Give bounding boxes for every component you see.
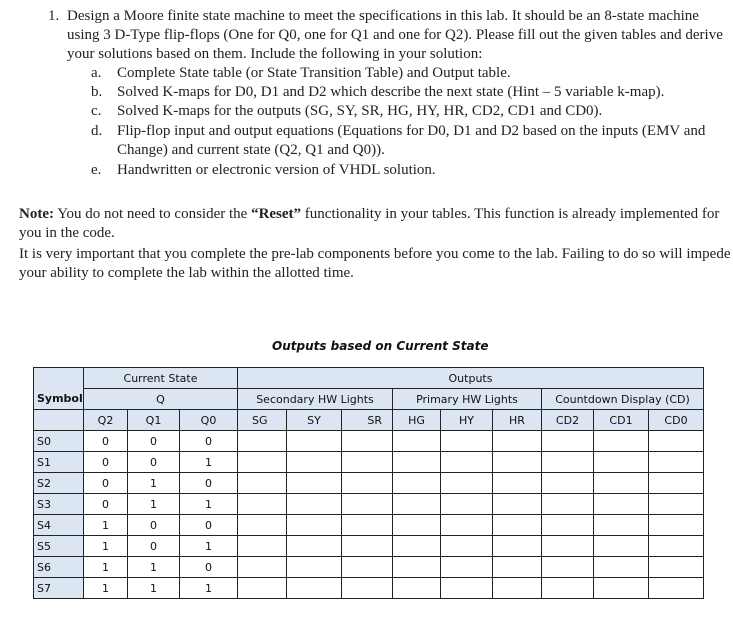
state-symbol-cell: S3	[34, 494, 84, 515]
sub-item-text: Solved K-maps for D0, D1 and D2 which describe the next state (Hint – 5 variable k-map).	[117, 84, 665, 100]
output-cell[interactable]	[493, 494, 542, 515]
output-cell[interactable]	[287, 452, 342, 473]
output-cell[interactable]	[238, 494, 287, 515]
item-number: 1.	[48, 8, 60, 24]
important-paragraph: It is very important that you complete the pre-lab components before you come to the lab. Failing to do so will impede your ability to complete the lab within the allotted time.	[19, 246, 731, 281]
q0-cell: 0	[180, 515, 238, 536]
col-header: CD1	[594, 410, 649, 431]
output-cell[interactable]	[287, 536, 342, 557]
col-header: HY	[441, 410, 493, 431]
output-cell[interactable]	[594, 494, 649, 515]
q0-cell: 1	[180, 578, 238, 599]
state-symbol-cell: S5	[34, 536, 84, 557]
output-cell[interactable]	[441, 473, 493, 494]
output-cell[interactable]	[493, 557, 542, 578]
q1-cell: 0	[128, 515, 180, 536]
secondary-lights-header: Secondary HW Lights	[238, 389, 393, 410]
output-cell[interactable]	[287, 473, 342, 494]
column-header-row	[34, 410, 704, 431]
output-cell[interactable]	[493, 431, 542, 452]
q1-cell: 1	[128, 473, 180, 494]
header-row-2	[34, 389, 704, 410]
output-cell[interactable]	[238, 431, 287, 452]
output-cell[interactable]	[649, 431, 704, 452]
col-header: HR	[493, 410, 542, 431]
output-cell[interactable]	[594, 578, 649, 599]
output-cell[interactable]	[649, 473, 704, 494]
output-cell[interactable]	[238, 536, 287, 557]
output-cell[interactable]	[594, 452, 649, 473]
sub-item-label: a.	[91, 65, 102, 81]
col-header: SR	[342, 410, 393, 431]
q2-cell: 1	[84, 578, 128, 599]
output-cell[interactable]	[493, 473, 542, 494]
output-cell[interactable]	[594, 515, 649, 536]
state-row	[34, 431, 704, 452]
header-row-1	[34, 368, 704, 389]
q1-cell: 1	[128, 557, 180, 578]
output-cell[interactable]	[393, 557, 441, 578]
symbol-header-top	[34, 368, 84, 389]
q2-cell: 1	[84, 515, 128, 536]
output-cell[interactable]	[594, 557, 649, 578]
col-header: CD0	[649, 410, 704, 431]
state-symbol-cell: S2	[34, 473, 84, 494]
state-symbol-cell: S4	[34, 515, 84, 536]
q2-cell: 1	[84, 557, 128, 578]
output-cell[interactable]	[393, 536, 441, 557]
instructions-intro: Design a Moore finite state machine to meet the specifications in this lab. It should be an 8-state machine using 3 D-Type flip-flops (One for Q0, one for Q1 and one for Q2). Please fill out the given tables and derive your solutions based on them. Include the following in your solution:	[67, 8, 723, 62]
col-header: CD2	[542, 410, 594, 431]
q2-cell: 0	[84, 431, 128, 452]
blank-header-cell	[34, 410, 84, 431]
q1-cell: 0	[128, 431, 180, 452]
state-output-table	[33, 367, 704, 599]
output-cell[interactable]	[342, 578, 393, 599]
state-row	[34, 536, 704, 557]
output-cell[interactable]	[393, 578, 441, 599]
outputs-header: Outputs	[238, 368, 704, 389]
output-cell[interactable]	[342, 536, 393, 557]
sub-item-label: c.	[91, 103, 102, 119]
output-cell[interactable]	[649, 578, 704, 599]
state-symbol-cell: S0	[34, 431, 84, 452]
output-cell[interactable]	[238, 557, 287, 578]
q-header: Q	[84, 389, 238, 410]
output-cell[interactable]	[542, 431, 594, 452]
output-cell[interactable]	[393, 494, 441, 515]
output-cell[interactable]	[493, 578, 542, 599]
state-row	[34, 557, 704, 578]
output-cell[interactable]	[441, 494, 493, 515]
state-symbol-cell: S6	[34, 557, 84, 578]
output-cell[interactable]	[238, 578, 287, 599]
col-header: HG	[393, 410, 441, 431]
output-cell[interactable]	[649, 536, 704, 557]
sub-item-label: e.	[91, 162, 102, 178]
q2-cell: 0	[84, 473, 128, 494]
note-paragraph	[19, 205, 731, 243]
q0-cell: 0	[180, 557, 238, 578]
state-symbol-cell: S1	[34, 452, 84, 473]
note-label: Note:	[19, 206, 54, 222]
q1-cell: 1	[128, 494, 180, 515]
q0-cell: 1	[180, 494, 238, 515]
output-cell[interactable]	[393, 473, 441, 494]
state-row	[34, 473, 704, 494]
output-cell[interactable]	[542, 515, 594, 536]
output-cell[interactable]	[342, 452, 393, 473]
output-cell[interactable]	[649, 452, 704, 473]
output-cell[interactable]	[342, 494, 393, 515]
output-cell[interactable]	[594, 536, 649, 557]
output-cell[interactable]	[393, 431, 441, 452]
state-row	[34, 494, 704, 515]
output-cell[interactable]	[238, 515, 287, 536]
q1-cell: 0	[128, 452, 180, 473]
output-cell[interactable]	[342, 515, 393, 536]
symbol-header: Symbol	[34, 389, 84, 410]
output-cell[interactable]	[441, 557, 493, 578]
output-cell[interactable]	[287, 494, 342, 515]
output-cell[interactable]	[287, 431, 342, 452]
note-emphasis: “Reset”	[251, 206, 302, 222]
output-cell[interactable]	[594, 473, 649, 494]
sub-item-label: d.	[91, 123, 103, 139]
q2-cell: 1	[84, 536, 128, 557]
output-cell[interactable]	[542, 473, 594, 494]
sub-item-text: Handwritten or electronic version of VHDL solution.	[117, 162, 436, 178]
state-rows	[34, 431, 704, 599]
output-cell[interactable]	[287, 578, 342, 599]
output-cell[interactable]	[441, 431, 493, 452]
output-cell[interactable]	[393, 452, 441, 473]
output-cell[interactable]	[542, 557, 594, 578]
sub-item-text: Complete State table (or State Transition Table) and Output table.	[117, 65, 511, 81]
output-cell[interactable]	[493, 515, 542, 536]
col-header: Q2	[84, 410, 128, 431]
q1-cell: 1	[128, 578, 180, 599]
sub-item-label: b.	[91, 84, 103, 100]
q1-cell: 0	[128, 536, 180, 557]
output-cell[interactable]	[238, 452, 287, 473]
col-header: SG	[238, 410, 287, 431]
output-cell[interactable]	[342, 431, 393, 452]
output-cell[interactable]	[542, 452, 594, 473]
output-cell[interactable]	[493, 536, 542, 557]
output-cell[interactable]	[441, 578, 493, 599]
q0-cell: 0	[180, 473, 238, 494]
table-caption: Outputs based on Current State	[272, 339, 489, 353]
output-cell[interactable]	[594, 431, 649, 452]
col-header: SY	[287, 410, 342, 431]
current-state-header: Current State	[84, 368, 238, 389]
output-cell[interactable]	[287, 557, 342, 578]
q0-cell: 0	[180, 431, 238, 452]
output-cell[interactable]	[649, 557, 704, 578]
sub-item-text: Solved K-maps for the outputs (SG, SY, SR, HG, HY, HR, CD2, CD1 and CD0).	[117, 103, 603, 119]
output-cell[interactable]	[342, 557, 393, 578]
output-cell[interactable]	[441, 452, 493, 473]
output-cell[interactable]	[287, 515, 342, 536]
q0-cell: 1	[180, 452, 238, 473]
q2-cell: 0	[84, 452, 128, 473]
output-cell[interactable]	[342, 473, 393, 494]
output-cell[interactable]	[493, 452, 542, 473]
note-text-pre: You do not need to consider the	[57, 206, 252, 222]
output-cell[interactable]	[238, 473, 287, 494]
col-header: Q1	[128, 410, 180, 431]
countdown-display-header: Countdown Display (CD)	[542, 389, 704, 410]
output-cell[interactable]	[441, 515, 493, 536]
state-row	[34, 578, 704, 599]
q0-cell: 1	[180, 536, 238, 557]
output-cell[interactable]	[649, 494, 704, 515]
output-cell[interactable]	[542, 536, 594, 557]
q2-cell: 0	[84, 494, 128, 515]
output-cell[interactable]	[542, 578, 594, 599]
output-cell[interactable]	[393, 515, 441, 536]
primary-lights-header: Primary HW Lights	[393, 389, 542, 410]
output-cell[interactable]	[542, 494, 594, 515]
state-symbol-cell: S7	[34, 578, 84, 599]
state-row	[34, 515, 704, 536]
sub-item-text: Flip-flop input and output equations (Equations for D0, D1 and D2 based on the inputs (EMV and Change) and current state (Q2, Q1 and Q0)).	[117, 123, 706, 158]
state-row	[34, 452, 704, 473]
col-header: Q0	[180, 410, 238, 431]
output-cell[interactable]	[649, 515, 704, 536]
note-text-post: functionality in your tables. This function is already implemented for you in the code.	[19, 206, 720, 241]
output-cell[interactable]	[441, 536, 493, 557]
